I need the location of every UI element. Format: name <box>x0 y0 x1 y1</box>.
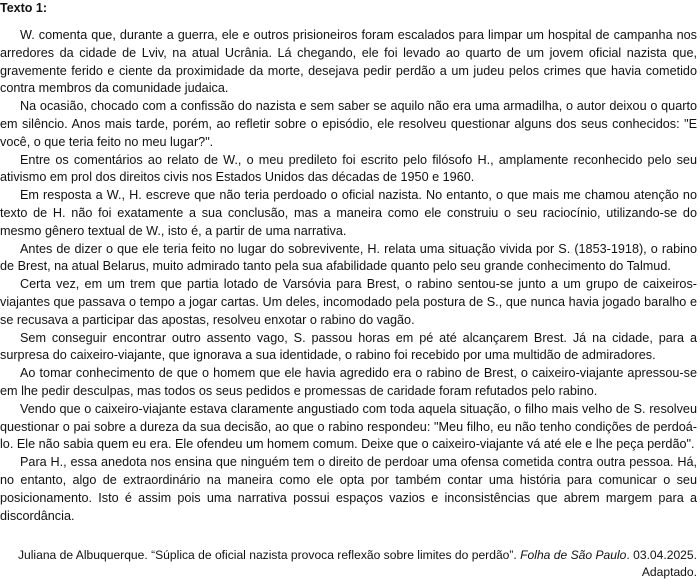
source-citation <box>7 547 697 581</box>
text-body <box>0 27 697 525</box>
paragraph-7: Sem conseguir encontrar outro assento vago, S. passou horas em pé até alcançarem Brest. Já na cidade, para a surpresa do caixeiro-viajante, que ignorava a sua identidade, o rabino foi recebido por uma multidão de admiradores. <box>0 330 697 363</box>
paragraph-8: Ao tomar conhecimento de que o homem que ele havia agredido era o rabino de Brest, o caixeiro-viajante apressou-se em lhe pedir desculpas, mas todos os seus pedidos e promessas de caridade foram refutados pelo rabino. <box>0 366 697 398</box>
citation-author-title: Juliana de Albuquerque. “Súplica de oficial nazista provoca reflexão sobre limites do perdão”. <box>17 548 517 562</box>
paragraph-5: Antes de dizer o que ele teria feito no lugar do sobrevivente, H. relata uma situação vivida por S. (1853-1918), o rabino de Brest, na atual Belarus, muito admirado tanto pela sua afabilidade quanto pelo seu grande conhecimento do Talmud. <box>0 241 697 274</box>
paragraph-10: Para H., essa anedota nos ensina que ninguém tem o direito de perdoar uma ofensa cometida contra outra pessoa. Há, no entanto, algo de extraordinário na maneira como ele opta por também contar uma história para comunicar o seu posicionamento. Isto é assim pois uma narrativa possui espaços vazios e inconsistências que abrem margem para a discordância. <box>0 455 697 523</box>
paragraph-9: Vendo que o caixeiro-viajante estava claramente angustiado com toda aquela situação, o filho mais velho de S. resolveu questionar o pai sobre a dureza da sua decisão, ao que o rabino respondeu: "Meu filho, eu não tenho condições de perdoá-lo. Ele não sabia quem eu era. Ele ofendeu um homem comum. Deixe que o caixeiro-viajante vá até ele e lhe peça perdão". <box>0 401 697 452</box>
text-heading: Texto 1: <box>0 1 47 15</box>
citation-date: . 03.04.2025. <box>626 548 697 562</box>
paragraph-3: Entre os comentários ao relato de W., o meu predileto foi escrito pelo filósofo H., amplamente reconhecido pelo seu ativismo em prol dos direitos civis nos Estados Unidos das décadas de 1950 e 1960. <box>0 152 697 185</box>
paragraph-6: Certa vez, em um trem que partia lotado de Varsóvia para Brest, o rabino sentou-se junto a um grupo de caixeiros-viajantes que passava o tempo a jogar cartas. Um deles, incomodado pela postura de S., que nunca havia jogado baralho e se recusava a participar das apostas, resolveu enxotar o rabino do vagão. <box>0 277 697 327</box>
citation-line <box>7 547 697 564</box>
paragraph-2: Na ocasião, chocado com a confissão do nazista e sem saber se aquilo não era uma armadilha, o autor deixou o quarto em silêncio. Anos mais tarde, porém, ao refletir sobre o episódio, ele resolveu questionar alguns dos seus conhecidos: "E você, o que teria feito no meu lugar?". <box>0 99 697 149</box>
paragraph-4: Em resposta a W., H. escreve que não teria perdoado o oficial nazista. No entanto, o que mais me chamou atenção no texto de H. não foi exatamente a sua conclusão, mas a maneira como ele construiu o seu raciocínio, utilizando-se do mesmo gênero textual de W., isto é, a partir de uma narrativa. <box>0 188 697 238</box>
paragraph-1: W. comenta que, durante a guerra, ele e outros prisioneiros foram escalados para limpar um hospital de campanha nos arredores da cidade de Lviv, na atual Ucrânia. Lá chegando, ele foi levado ao quarto de um jovem oficial nazista que, gravemente ferido e ciente da proximidade da morte, desejava pedir perdão a um judeu pelos crimes que havia cometido contra membros da comunidade judaica. <box>0 28 697 96</box>
citation-note: Adaptado. <box>641 565 697 579</box>
citation-publication: Folha de São Paulo <box>520 548 627 562</box>
